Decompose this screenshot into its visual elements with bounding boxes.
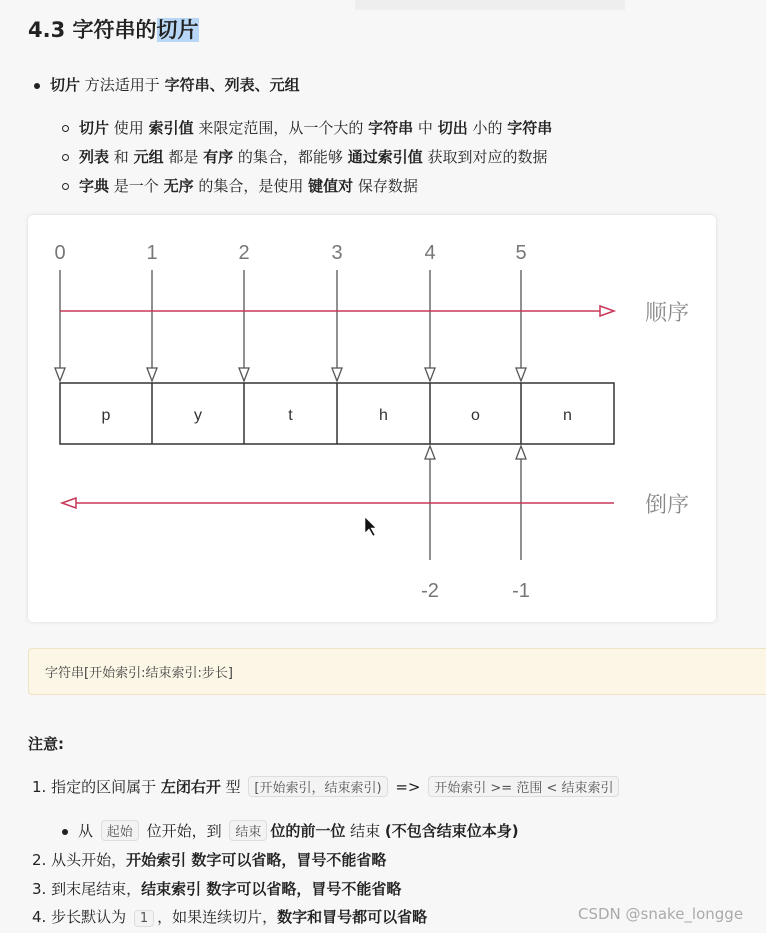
index-label: 2 [238, 242, 250, 264]
text: 的集合，都能够 [233, 148, 348, 166]
bold-text: 无序 [163, 177, 194, 195]
bold-text: 元组 [133, 148, 164, 166]
forward-label: 顺序 [645, 301, 690, 326]
arrow-head-icon [425, 446, 435, 459]
char-cell: o [471, 407, 480, 424]
char-cell: t [288, 407, 293, 424]
note-sub-item [62, 820, 519, 841]
inline-code: [开始索引，结束索引) [248, 776, 387, 797]
text: 型 [220, 778, 246, 796]
text: 都是 [163, 148, 204, 166]
bold-text: 有序 [203, 148, 234, 166]
text: 从 [78, 822, 98, 840]
text: => [390, 778, 426, 796]
note-item [32, 878, 401, 899]
note-item [32, 906, 427, 927]
neg-index-label: -1 [512, 580, 530, 602]
bold-text: 位的前一位 [270, 822, 346, 840]
text: 使用 [109, 119, 149, 137]
arrow-head-icon [332, 368, 342, 381]
arrow-head-icon [147, 368, 157, 381]
arrow-head-icon [516, 446, 526, 459]
text: 和 [109, 148, 134, 166]
arrow-head-icon [425, 368, 435, 381]
selected-text[interactable]: 切片 [156, 18, 199, 42]
inline-code: 开始索引 >= 范围 < 结束索引 [428, 776, 619, 797]
text: 2. 从头开始， [32, 851, 127, 869]
bold-text: 通过索引值 [347, 148, 423, 166]
bold-text: 键值对 [308, 177, 354, 195]
text: ，如果连续切片， [157, 908, 278, 926]
arrow-head-icon [516, 368, 526, 381]
arrow-head-icon [62, 498, 76, 508]
bold-text: 开始索引 数字可以省略，冒号不能省略 [126, 851, 387, 869]
watermark: CSDN @snake_longge [578, 905, 744, 923]
bold-text: 索引值 [148, 119, 194, 137]
bullet-icon [62, 829, 68, 835]
text: 小的 [467, 119, 508, 137]
text: 位开始，到 [141, 822, 227, 840]
text: 是一个 [109, 177, 164, 195]
bold-text: 数字和冒号都可以省略 [277, 908, 428, 926]
note-item [32, 776, 622, 797]
bold-text: 字典 [79, 177, 110, 195]
bold-text: (不包含结束位本身) [384, 822, 519, 840]
bold-text: 切片 [50, 76, 81, 94]
arrow-head-icon [55, 368, 65, 381]
index-label: 4 [424, 242, 436, 264]
bold-text: 字符串、列表、元组 [164, 76, 300, 94]
index-label: 3 [331, 242, 343, 264]
reverse-label: 倒序 [645, 493, 690, 518]
char-cell: y [194, 407, 202, 424]
syntax-code-block: 字符串[开始索引:结束索引:步长] [28, 648, 766, 695]
char-cell: p [101, 407, 111, 424]
mouse-cursor-icon [365, 517, 376, 536]
arrow-head-icon [239, 368, 249, 381]
text: 保存数据 [353, 177, 418, 195]
index-label: 5 [515, 242, 527, 264]
text: 方法适用于 [80, 76, 165, 94]
bold-text: 列表 [79, 148, 110, 166]
text: 中 [413, 119, 438, 137]
text: 获取到对应的数据 [422, 148, 548, 166]
text: 结束 [345, 822, 385, 840]
char-cell: n [563, 407, 572, 424]
bold-text: 字符串 [368, 119, 414, 137]
text: 的集合，是使用 [193, 177, 309, 195]
inline-code: 结束 [229, 820, 267, 841]
bold-text: 字符串 [507, 119, 553, 137]
neg-index-label: -2 [421, 580, 439, 602]
bold-text: 结束索引 数字可以省略，冒号不能省略 [141, 880, 402, 898]
page-title: 4.3 字符串的切片 [28, 18, 199, 42]
text: 4. 步长默认为 [32, 908, 131, 926]
inline-code: 起始 [101, 820, 139, 841]
arrow-head-icon [600, 306, 614, 316]
note-title: 注意: [28, 735, 64, 753]
note-item [32, 849, 386, 870]
char-cell: h [379, 407, 388, 424]
text: 来限定范围，从一个大的 [193, 119, 369, 137]
index-label: 1 [146, 242, 158, 264]
index-label: 0 [54, 242, 66, 264]
bold-text: 左闭右开 [160, 778, 221, 796]
inline-code: 1 [134, 910, 154, 927]
bold-text: 切片 [79, 119, 110, 137]
text: 1. 指定的区间属于 [32, 778, 161, 796]
bold-text: 切出 [437, 119, 468, 137]
text: 3. 到末尾结束， [32, 880, 142, 898]
